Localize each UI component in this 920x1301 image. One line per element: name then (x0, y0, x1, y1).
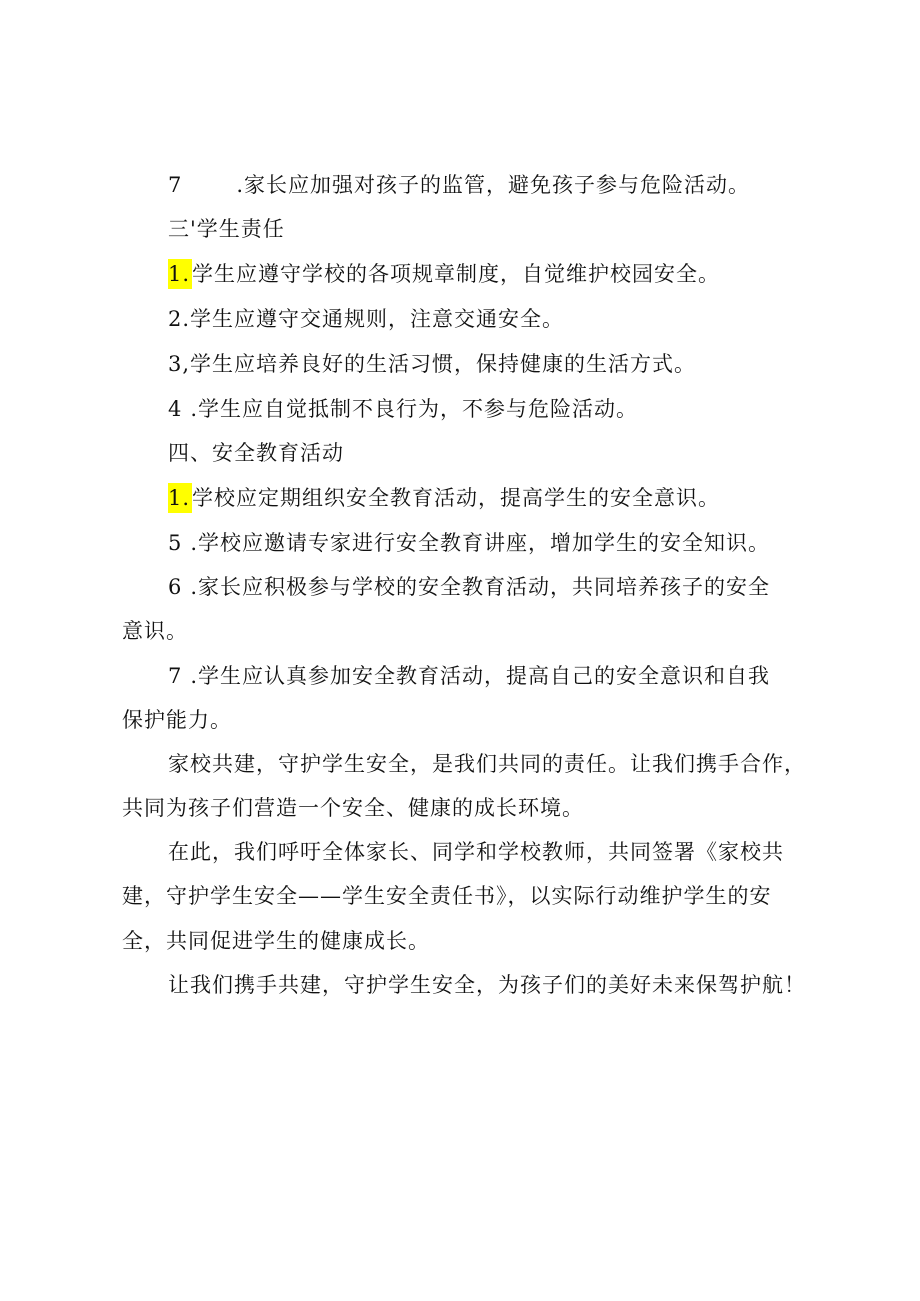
item-6-parent-participation (168, 572, 770, 602)
item-4-bad-behavior (168, 394, 638, 424)
highlighted-item-number: 1. (168, 483, 192, 513)
item-3-habits: 3,学生应培养良好的生活习惯，保持健康的生活方式。 (168, 352, 697, 376)
item-5-expert-lectures (168, 528, 770, 558)
paragraph-appeal-line-2: 建，守护学生安全——学生安全责任书》，以实际行动维护学生的安 (122, 884, 772, 908)
section-heading-student-responsibility: 三'学生责任 (168, 217, 285, 241)
item-text: .学生应自觉抵制不良行为，不参与危险活动。 (190, 397, 639, 421)
closing-sentence: 让我们携手共建，守护学生安全，为孩子们的美好未来保驾护航！ (168, 973, 806, 997)
item-7-continuation: 保护能力。 (122, 708, 232, 732)
item-text: 学生应遵守学校的各项规章制度，自觉维护校园安全。 (192, 262, 721, 286)
item-number: 7 (168, 664, 183, 688)
highlighted-item-number: 1. (168, 259, 192, 289)
paragraph-appeal-line-1: 在此，我们呼吁全体家长、同学和学校教师，共同签署《家校共 (168, 840, 784, 864)
item-text: .学校应邀请专家进行安全教育讲座，增加学生的安全知识。 (190, 531, 771, 555)
item-text: .家长应积极参与学校的安全教育活动，共同培养孩子的安全 (190, 575, 771, 599)
item-7-supervision (168, 170, 750, 200)
item-1-school-rules (168, 259, 720, 289)
item-number: 6 (168, 575, 183, 599)
item-1-education-activities (168, 483, 720, 513)
item-2-traffic-rules: 2.学生应遵守交通规则，注意交通安全。 (168, 307, 565, 331)
item-text: .学生应认真参加安全教育活动，提高自己的安全意识和自我 (190, 664, 771, 688)
paragraph-cooperation-line-1: 家校共建，守护学生安全，是我们共同的责任。让我们携手合作， (168, 752, 806, 776)
section-heading-safety-education: 四、安全教育活动 (168, 441, 344, 465)
paragraph-cooperation-line-2: 共同为孩子们营造一个安全、健康的成长环境。 (122, 796, 584, 820)
item-text: .家长应加强对孩子的监管，避免孩子参与危险活动。 (236, 173, 751, 197)
item-number: 4 (168, 397, 183, 421)
item-number: 5 (168, 531, 183, 555)
item-number: 7 (168, 173, 183, 197)
item-text: 学校应定期组织安全教育活动，提高学生的安全意识。 (192, 486, 721, 510)
paragraph-appeal-line-3: 全，共同促进学生的健康成长。 (122, 929, 430, 953)
item-7-student-participation (168, 661, 770, 691)
item-6-continuation: 意识。 (122, 619, 188, 643)
